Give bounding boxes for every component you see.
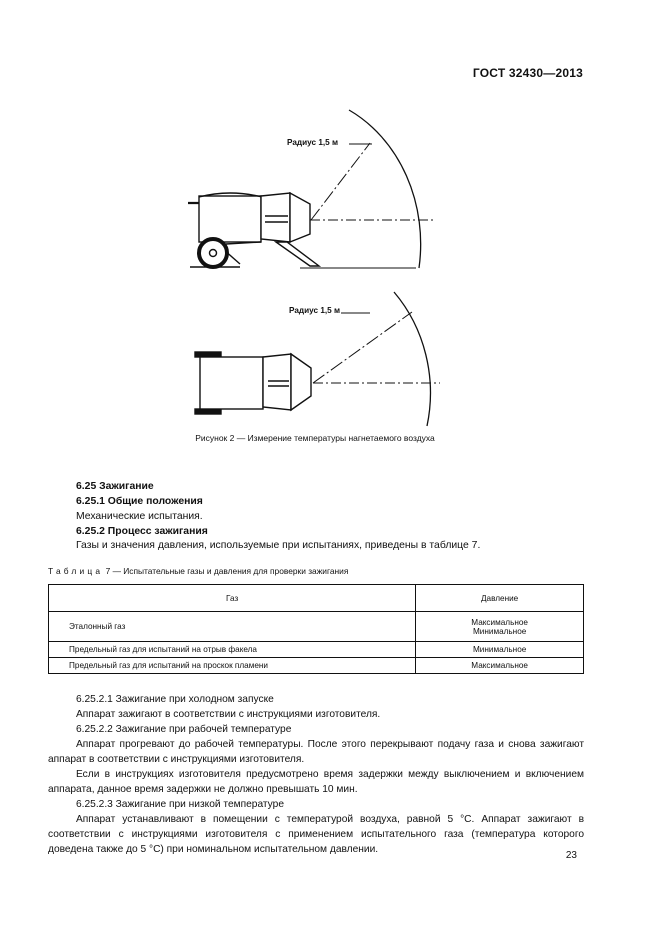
radius-arc-top [300, 110, 433, 268]
table-caption-text: 7 — Испытательные газы и давления для проверки зажигания [105, 566, 349, 576]
table-cell-gas: Эталонный газ [49, 612, 416, 642]
table-row [49, 612, 584, 642]
radius-label-top: Радиус 1,5 м [287, 138, 339, 147]
table-cell-gas: Предельный газ для испытаний на проскок пламени [49, 658, 416, 674]
heater-floor [195, 352, 311, 414]
table-cell-pressure [416, 612, 584, 642]
document-standard-header: ГОСТ 32430—2013 [472, 66, 583, 80]
subsection-text-6-25-2-1: Аппарат зажигают в соответствии с инструкциями изготовителя. [76, 709, 381, 720]
table-cell-pressure: Минимальное [416, 642, 584, 658]
table-header-pressure: Давление [416, 585, 584, 612]
table-header-row [49, 585, 584, 612]
heater-diagram [0, 0, 661, 450]
section-heading-6-25-2: 6.25.2 Процесс зажигания [76, 526, 208, 537]
table-caption [48, 566, 348, 576]
ignition-gas-table [48, 584, 584, 674]
pressure-value: Максимальное [471, 617, 528, 627]
figure-caption: Рисунок 2 — Измерение температуры нагнетаемого воздуха [195, 433, 435, 443]
subsection-text-6-25-2-3: Аппарат устанавливают в помещении с температурой воздуха, равной 5 °С. Аппарат зажигают в соответствии с инструкциями изготовителя с применением испытательного газа (температура которого доведена также до 5 °С) при номинальном испытательном давлении. [48, 814, 584, 855]
subsection-text-6-25-2-2: Аппарат прогревают до рабочей температуры. После этого перекрывают подачу газа и снова зажигают аппарат в соответствии с инструкциями изготовителя. [48, 739, 584, 765]
wheel-icon [199, 239, 227, 267]
table-caption-word: Таблица [48, 566, 104, 576]
subsection-text-6-25-2-2-delay: Если в инструкциях изготовителя предусмотрено время задержки между выключением и включением аппарата, данное время задержки не должно превышать 10 мин. [48, 769, 584, 795]
subsection-heading-6-25-2-2: 6.25.2.2 Зажигание при рабочей температуре [76, 724, 292, 735]
table-header-gas: Газ [49, 585, 416, 612]
table-cell-pressure: Максимальное [416, 658, 584, 674]
section-heading-6-25: 6.25 Зажигание [76, 481, 154, 492]
section-text-6-25-1: Механические испытания. [76, 511, 203, 522]
table-row [49, 658, 584, 674]
page-number: 23 [565, 850, 577, 861]
radius-label-bottom: Радиус 1,5 м [289, 306, 341, 315]
subsection-heading-6-25-2-3: 6.25.2.3 Зажигание при низкой температуре [76, 799, 284, 810]
subsection-heading-6-25-2-1: 6.25.2.1 Зажигание при холодном запуске [76, 694, 274, 705]
section-text-6-25-2: Газы и значения давления, используемые при испытаниях, приведены в таблице 7. [76, 540, 481, 551]
section-heading-6-25-1: 6.25.1 Общие положения [76, 496, 203, 507]
pressure-value: Минимальное [472, 626, 527, 636]
table-cell-gas: Предельный газ для испытаний на отрыв факела [49, 642, 416, 658]
table-row [49, 642, 584, 658]
